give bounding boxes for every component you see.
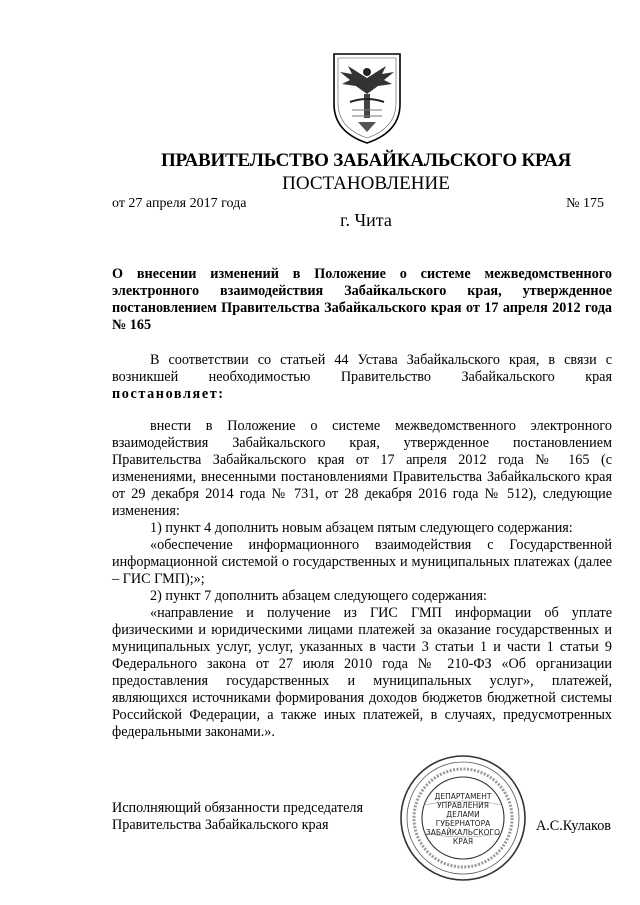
document-heading: О внесении изменений в Положение о системе межведомственного электронного взаимодействия Забайкальского края, утвержденное постановлением Правительства Забайкальского края от 17 апреля 2012 года № 165: [112, 266, 612, 333]
paragraph: «направление и получение из ГИС ГМП информации об уплате физическими и юридическими лицами платежей за оказание государственных и муниципальных услуг, услуг, указанных в части 3 статьи 1 и части 1 статьи 9 Федерального закона от 27 июля 2010 года № 210-ФЗ «Об организации предоставления государственных и муниципальных услуг», платежей, являющихся источниками формирования доходов бюджетов бюджетной системы Российской Федерации, а также иных платежей, в случаях, предусмотренных федеральными законами.».: [112, 605, 612, 740]
signatory-name: А.С.Кулаков: [536, 818, 612, 834]
document-date: от 27 апреля 2017 года: [112, 196, 247, 211]
paragraph: внести в Положение о системе межведомственного электронного взаимодействия Забайкальского края, утвержденное постановлением Правительства Забайкальского края от 17 апреля 2012 года № 165 (с изменениями, внесенными постановлениями Правительства Забайкальского края от 29 декабря 2014 года № 731, от 28 декабря 2016 года № 512), следующие изменения:: [112, 418, 612, 519]
stamp-text-line: КРАЯ: [452, 837, 474, 846]
document-city: г. Чита: [340, 210, 392, 230]
paragraph: «обеспечение информационного взаимодействия с Государственной информационной системой о государственных и муниципальных платежах (далее – ГИС ГМП);»;: [112, 537, 612, 587]
stamp-text-line: УПРАВЛЕНИЯ: [437, 801, 489, 810]
document-type: ПОСТАНОВЛЕНИЕ: [282, 173, 450, 194]
preamble-keyword: постановляет:: [112, 386, 225, 402]
signatory-position-line: Правительства Забайкальского края: [112, 817, 329, 833]
stamp-text-line: ДЕЛАМИ: [446, 810, 480, 819]
resolution-body: [112, 418, 612, 741]
paragraph: 1) пункт 4 дополнить новым абзацем пятым следующего содержания:: [150, 520, 573, 536]
stamp-text-line: ГУБЕРНАТОРА: [435, 819, 491, 828]
document-number: № 175: [566, 196, 604, 211]
preamble: [112, 352, 612, 403]
paragraph: 2) пункт 7 дополнить абзацем следующего содержания:: [150, 588, 487, 604]
coat-of-arms-emblem: [328, 50, 406, 146]
official-stamp: [398, 753, 528, 883]
signatory-position-line: Исполняющий обязанности председателя: [112, 800, 363, 816]
signatory-position: [112, 800, 363, 834]
stamp-text-line: ЗАБАЙКАЛЬСКОГО: [425, 828, 501, 837]
government-title: ПРАВИТЕЛЬСТВО ЗАБАЙКАЛЬСКОГО КРАЯ: [160, 150, 572, 171]
stamp-text-line: ДЕПАРТАМЕНТ: [434, 792, 492, 801]
preamble-text: В соответствии со статьей 44 Устава Забайкальского края, в связи с возникшей необходимостью Правительство Забайкальского края постановляет:: [112, 352, 612, 402]
